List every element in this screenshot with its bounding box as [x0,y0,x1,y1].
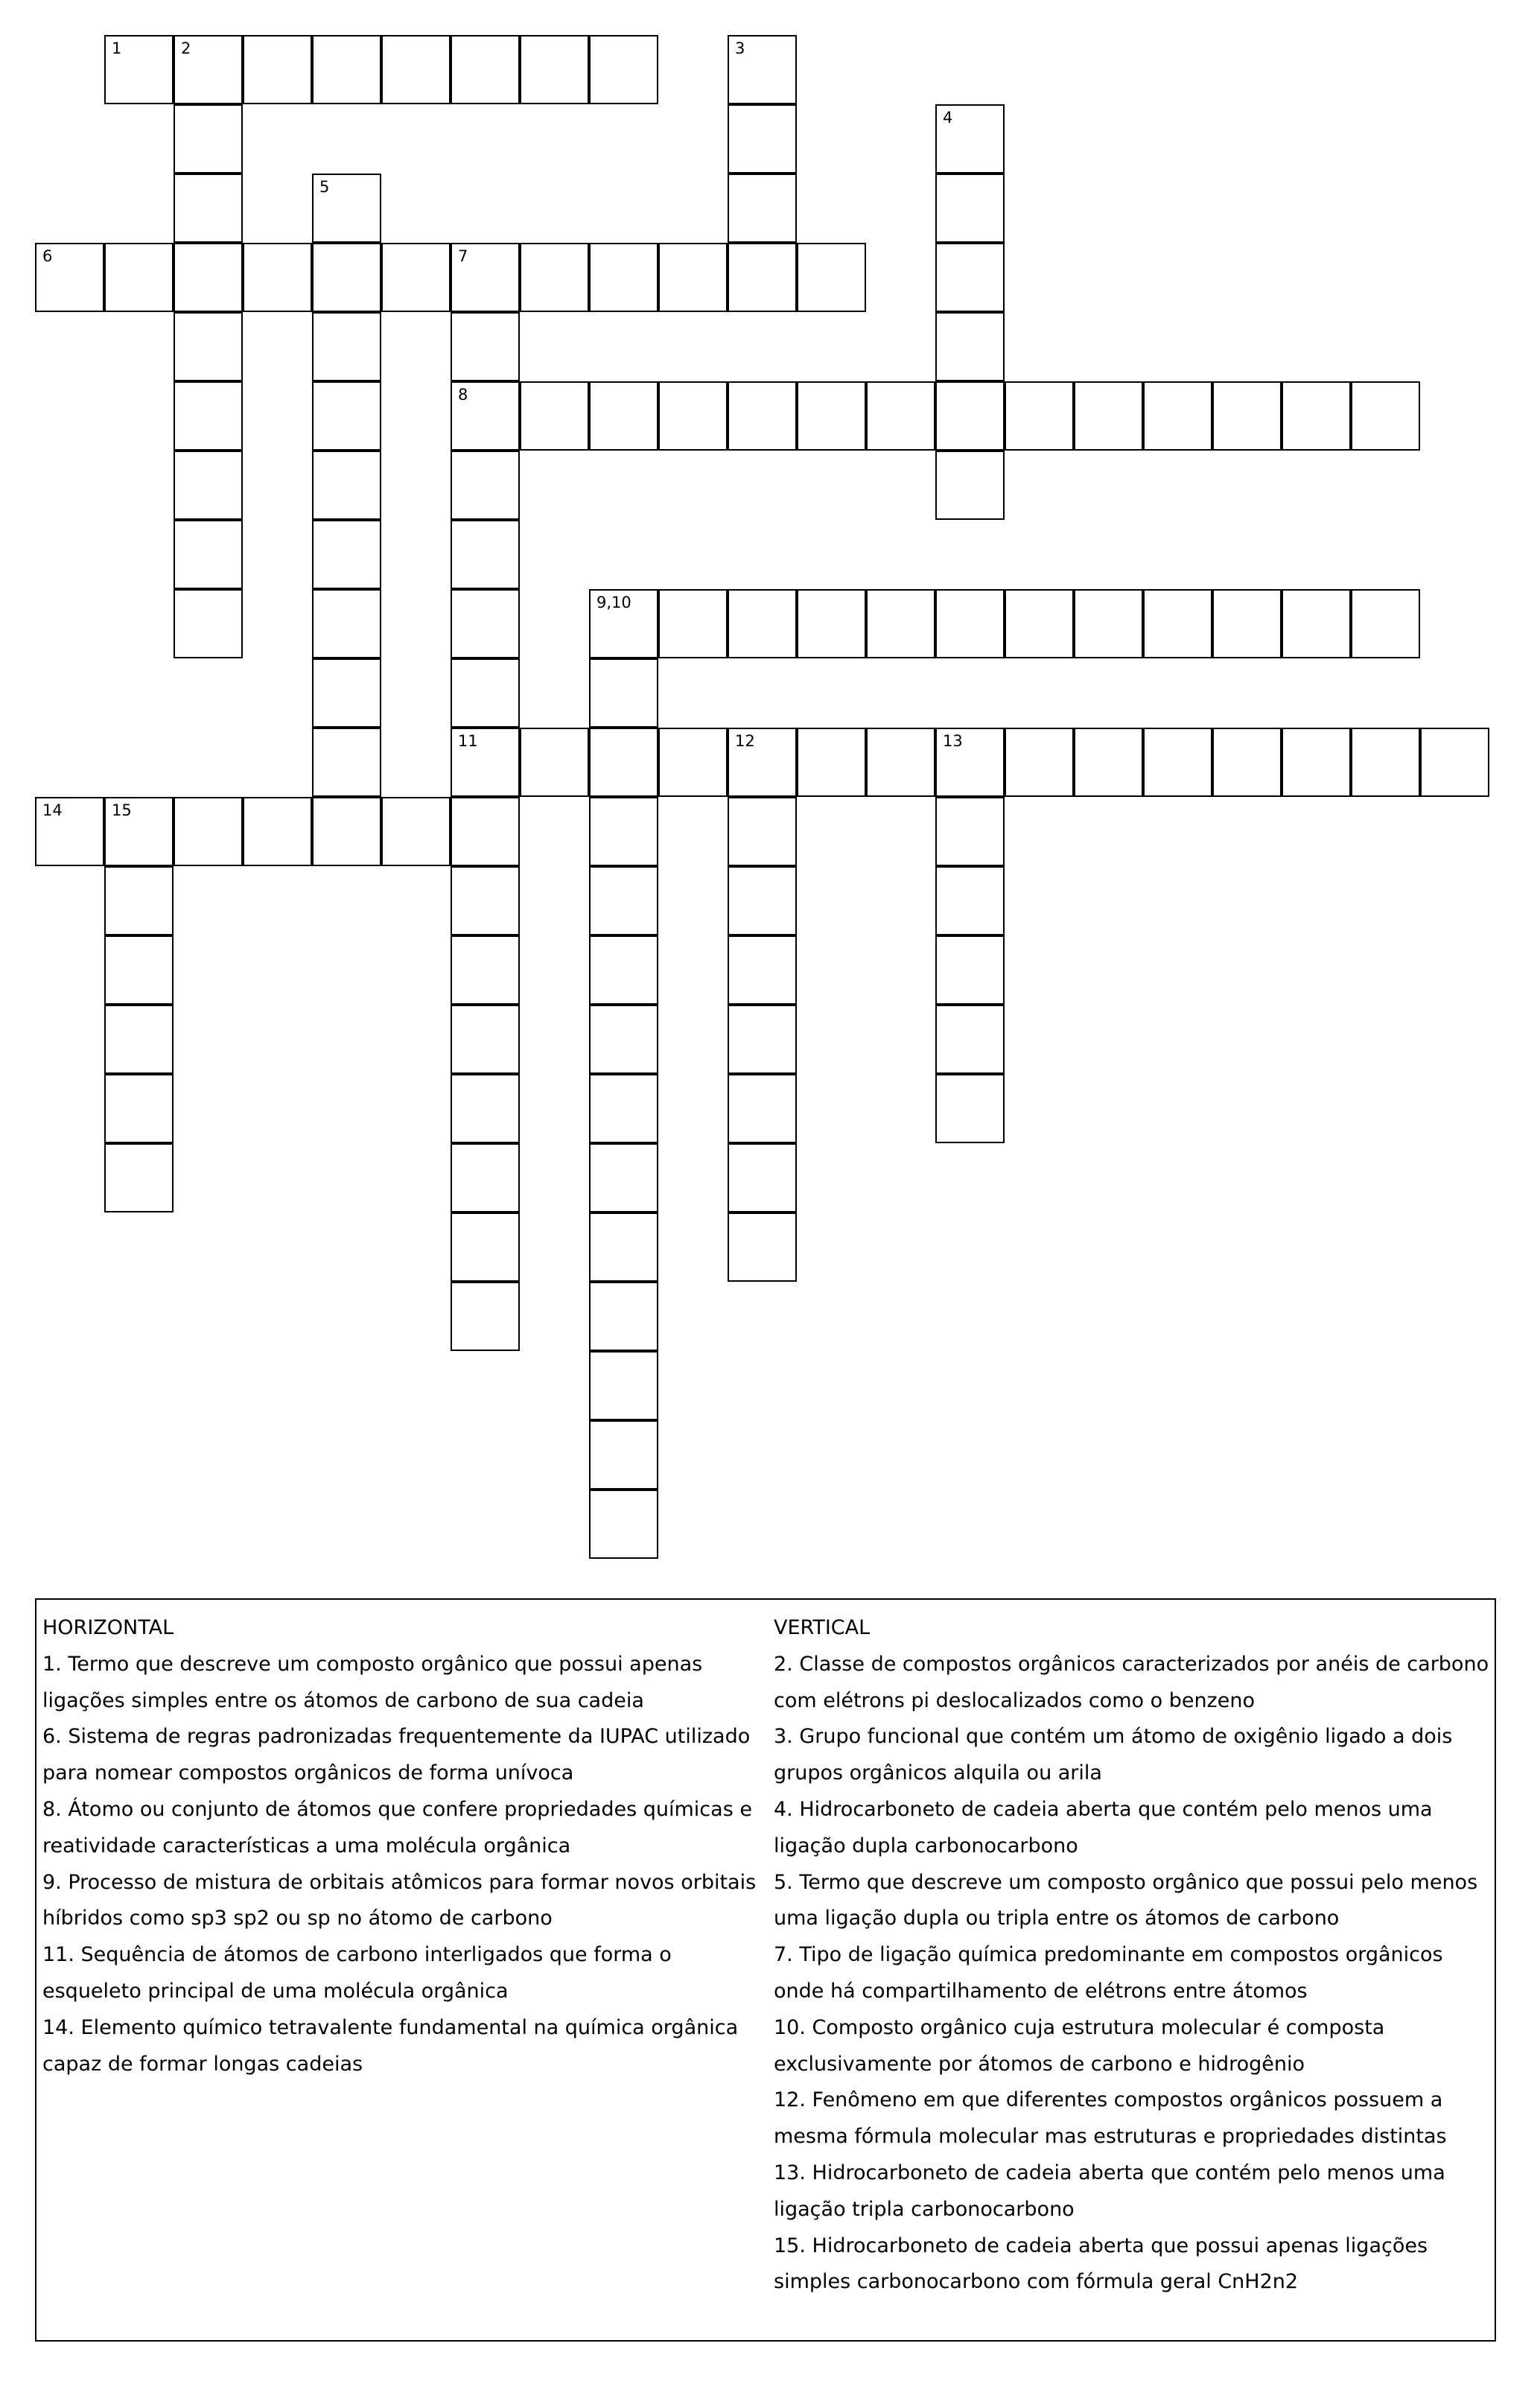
down-clue: 3. Grupo funcional que contém um átomo de oxigênio ligado a dois grupos orgânicos alquila ou arila [774,1725,1453,1785]
crossword-cell[interactable] [728,1074,797,1143]
crossword-cell[interactable] [797,589,866,658]
crossword-cell[interactable] [589,728,658,797]
crossword-cell[interactable] [243,797,312,866]
crossword-cell[interactable] [451,728,520,797]
cell-number: 4 [943,109,953,127]
crossword-cell[interactable] [451,935,520,1005]
crossword-cell[interactable] [104,1005,174,1074]
crossword-cell[interactable] [520,381,589,451]
crossword-cell[interactable] [589,1490,658,1559]
crossword-cell[interactable] [104,243,174,312]
crossword-cell[interactable] [312,35,381,104]
crossword-cell[interactable] [451,243,520,312]
cell-number: 14 [42,801,63,819]
crossword-cell[interactable] [174,381,243,451]
cell-number: 15 [112,801,132,819]
crossword-cell[interactable] [728,35,797,104]
crossword-cell[interactable] [312,589,381,658]
crossword-cell[interactable] [1351,381,1420,451]
crossword-cell[interactable] [104,797,174,866]
crossword-cell[interactable] [658,728,728,797]
clues-panel [35,1598,1496,2342]
cell-number: 8 [458,386,468,404]
across-clue: 1. Termo que descreve um composto orgânico que possui apenas ligações simples entre os átomos de carbono de sua cadeia [42,1652,703,1712]
crossword-cell[interactable] [1351,589,1420,658]
across-clues-column [42,1610,769,2082]
cell-number: 7 [458,247,468,265]
crossword-cell[interactable] [520,35,589,104]
cell-number: 13 [943,732,963,750]
crossword-cell[interactable] [728,935,797,1005]
across-clue: 8. Átomo ou conjunto de átomos que confere propriedades químicas e reatividade características a uma molécula orgânica [42,1797,752,1857]
down-heading: VERTICAL [774,1616,871,1639]
crossword-cell[interactable] [451,658,520,728]
crossword-cell[interactable] [589,935,658,1005]
crossword-cell[interactable] [935,797,1005,866]
crossword-cell[interactable] [1351,728,1420,797]
crossword-cell[interactable] [935,312,1005,381]
crossword-cell[interactable] [728,1143,797,1212]
across-clue: 11. Sequência de átomos de carbono interligados que forma o esqueleto principal de uma molécula orgânica [42,1943,672,2003]
crossword-cell[interactable] [104,866,174,935]
crossword-cell[interactable] [728,589,797,658]
crossword-cell[interactable] [1143,589,1212,658]
down-clues-column [774,1610,1490,2301]
down-clue: 4. Hidrocarboneto de cadeia aberta que contém pelo menos uma ligação dupla carbonocarbono [774,1797,1433,1857]
crossword-cell[interactable] [1212,728,1282,797]
crossword-cell[interactable] [104,35,174,104]
crossword-cell[interactable] [451,797,520,866]
crossword-cell[interactable] [104,1143,174,1212]
crossword-cell[interactable] [1005,381,1074,451]
crossword-cell[interactable] [451,1074,520,1143]
crossword-cell[interactable] [174,174,243,243]
crossword-cell[interactable] [728,728,797,797]
crossword-cell[interactable] [1074,589,1143,658]
crossword-cell[interactable] [589,658,658,728]
crossword-cell[interactable] [589,589,658,658]
crossword-cell[interactable] [174,104,243,174]
crossword-cell[interactable] [451,451,520,520]
crossword-cell[interactable] [451,1005,520,1074]
crossword-cell[interactable] [451,589,520,658]
crossword-cell[interactable] [1143,381,1212,451]
crossword-cell[interactable] [174,520,243,589]
crossword-cell[interactable] [312,312,381,381]
across-clue: 14. Elemento químico tetravalente fundamental na química orgânica capaz de formar longas cadeias [42,2015,739,2076]
crossword-cell[interactable] [589,866,658,935]
crossword-cell[interactable] [935,728,1005,797]
crossword-cell[interactable] [728,1212,797,1282]
crossword-cell[interactable] [312,451,381,520]
crossword-cell[interactable] [451,1282,520,1351]
crossword-cell[interactable] [728,797,797,866]
down-clue: 5. Termo que descreve um composto orgânico que possui pelo menos uma ligação dupla ou tripla entre os átomos de carbono [774,1870,1478,1930]
crossword-cell[interactable] [935,381,1005,451]
down-clue: 2. Classe de compostos orgânicos caracterizados por anéis de carbono com elétrons pi deslocalizados como o benzeno [774,1652,1489,1712]
crossword-cell[interactable] [866,589,935,658]
crossword-cell[interactable] [589,1351,658,1420]
crossword-cell[interactable] [1282,728,1351,797]
crossword-cell[interactable] [589,1074,658,1143]
crossword-cell[interactable] [35,797,104,866]
crossword-cell[interactable] [658,381,728,451]
crossword-cell[interactable] [728,243,797,312]
crossword-cell[interactable] [174,589,243,658]
crossword-cell[interactable] [312,658,381,728]
crossword-cell[interactable] [935,451,1005,520]
crossword-cell[interactable] [1282,381,1351,451]
crossword-cell[interactable] [589,797,658,866]
crossword-cell[interactable] [797,243,866,312]
crossword-cell[interactable] [312,243,381,312]
cell-number: 5 [319,178,330,196]
crossword-cell[interactable] [1212,381,1282,451]
crossword-cell[interactable] [589,243,658,312]
crossword-cell[interactable] [658,589,728,658]
crossword-cell[interactable] [589,35,658,104]
crossword-cell[interactable] [174,243,243,312]
cell-number: 12 [735,732,755,750]
crossword-cell[interactable] [589,1143,658,1212]
down-clue: 10. Composto orgânico cuja estrutura molecular é composta exclusivamente por átomos de carbono e hidrogênio [774,2015,1385,2076]
crossword-cell[interactable] [451,1143,520,1212]
crossword-cell[interactable] [589,381,658,451]
crossword-cell[interactable] [589,1420,658,1490]
crossword-cell[interactable] [728,381,797,451]
crossword-cell[interactable] [520,243,589,312]
cell-number: 3 [735,39,745,57]
crossword-cell[interactable] [589,1282,658,1351]
crossword-cell[interactable] [1143,728,1212,797]
crossword-cell[interactable] [658,243,728,312]
crossword-cell[interactable] [312,174,381,243]
crossword-cell[interactable] [451,520,520,589]
crossword-cell[interactable] [935,589,1005,658]
crossword-cell[interactable] [381,797,451,866]
crossword-cell[interactable] [1420,728,1489,797]
crossword-cell[interactable] [35,243,104,312]
crossword-cell[interactable] [935,104,1005,174]
crossword-cell[interactable] [797,728,866,797]
down-clue: 13. Hidrocarboneto de cadeia aberta que contém pelo menos uma ligação tripla carbonocarbono [774,2161,1445,2221]
across-clue: 9. Processo de mistura de orbitais atômicos para formar novos orbitais híbridos como sp3 sp2 ou sp no átomo de carbono [42,1870,757,1930]
crossword-cell[interactable] [520,728,589,797]
crossword-cell[interactable] [174,797,243,866]
crossword-cell[interactable] [243,35,312,104]
crossword-cell[interactable] [104,935,174,1005]
crossword-cell[interactable] [451,866,520,935]
crossword-cell[interactable] [451,1212,520,1282]
crossword-cell[interactable] [312,797,381,866]
across-heading: HORIZONTAL [42,1616,174,1639]
down-clue: 12. Fenômeno em que diferentes compostos orgânicos possuem a mesma fórmula molecular mas estruturas e propriedades distintas [774,2088,1447,2149]
crossword-cell[interactable] [312,728,381,797]
crossword-cell[interactable] [935,1005,1005,1074]
crossword-cell[interactable] [935,243,1005,312]
crossword-cell[interactable] [589,1005,658,1074]
crossword-cell[interactable] [866,728,935,797]
crossword-cell[interactable] [174,35,243,104]
crossword-cell[interactable] [104,1074,174,1143]
crossword-cell[interactable] [1212,589,1282,658]
crossword-cell[interactable] [451,35,520,104]
crossword-cell[interactable] [1005,728,1074,797]
cell-number: 2 [181,39,191,57]
down-clue: 7. Tipo de ligação química predominante em compostos orgânicos onde há compartilhamento de elétrons entre átomos [774,1943,1443,2003]
crossword-cell[interactable] [728,174,797,243]
crossword-cell[interactable] [797,381,866,451]
crossword-cell[interactable] [866,381,935,451]
crossword-cell[interactable] [451,381,520,451]
crossword-cell[interactable] [589,1212,658,1282]
cell-number: 1 [112,39,122,57]
crossword-cell[interactable] [935,866,1005,935]
crossword-cell[interactable] [1074,381,1143,451]
crossword-cell[interactable] [728,104,797,174]
crossword-cell[interactable] [1282,589,1351,658]
crossword-cell[interactable] [1005,589,1074,658]
down-clue: 15. Hidrocarboneto de cadeia aberta que possui apenas ligações simples carbonocarbono com fórmula geral CnH2n2 [774,2234,1428,2294]
crossword-cell[interactable] [312,520,381,589]
crossword-cell[interactable] [1074,728,1143,797]
crossword-cell[interactable] [728,866,797,935]
crossword-cell[interactable] [312,381,381,451]
cell-number: 6 [42,247,53,265]
crossword-cell[interactable] [174,312,243,381]
crossword-cell[interactable] [381,243,451,312]
crossword-cell[interactable] [381,35,451,104]
crossword-cell[interactable] [451,312,520,381]
crossword-cell[interactable] [935,935,1005,1005]
crossword-cell[interactable] [243,243,312,312]
cell-number: 9,10 [596,594,631,611]
crossword-cell[interactable] [728,1005,797,1074]
cell-number: 11 [458,732,478,750]
crossword-cell[interactable] [174,451,243,520]
crossword-cell[interactable] [935,174,1005,243]
across-clue: 6. Sistema de regras padronizadas frequentemente da IUPAC utilizado para nomear compostos orgânicos de forma unívoca [42,1725,751,1785]
crossword-cell[interactable] [935,1074,1005,1143]
